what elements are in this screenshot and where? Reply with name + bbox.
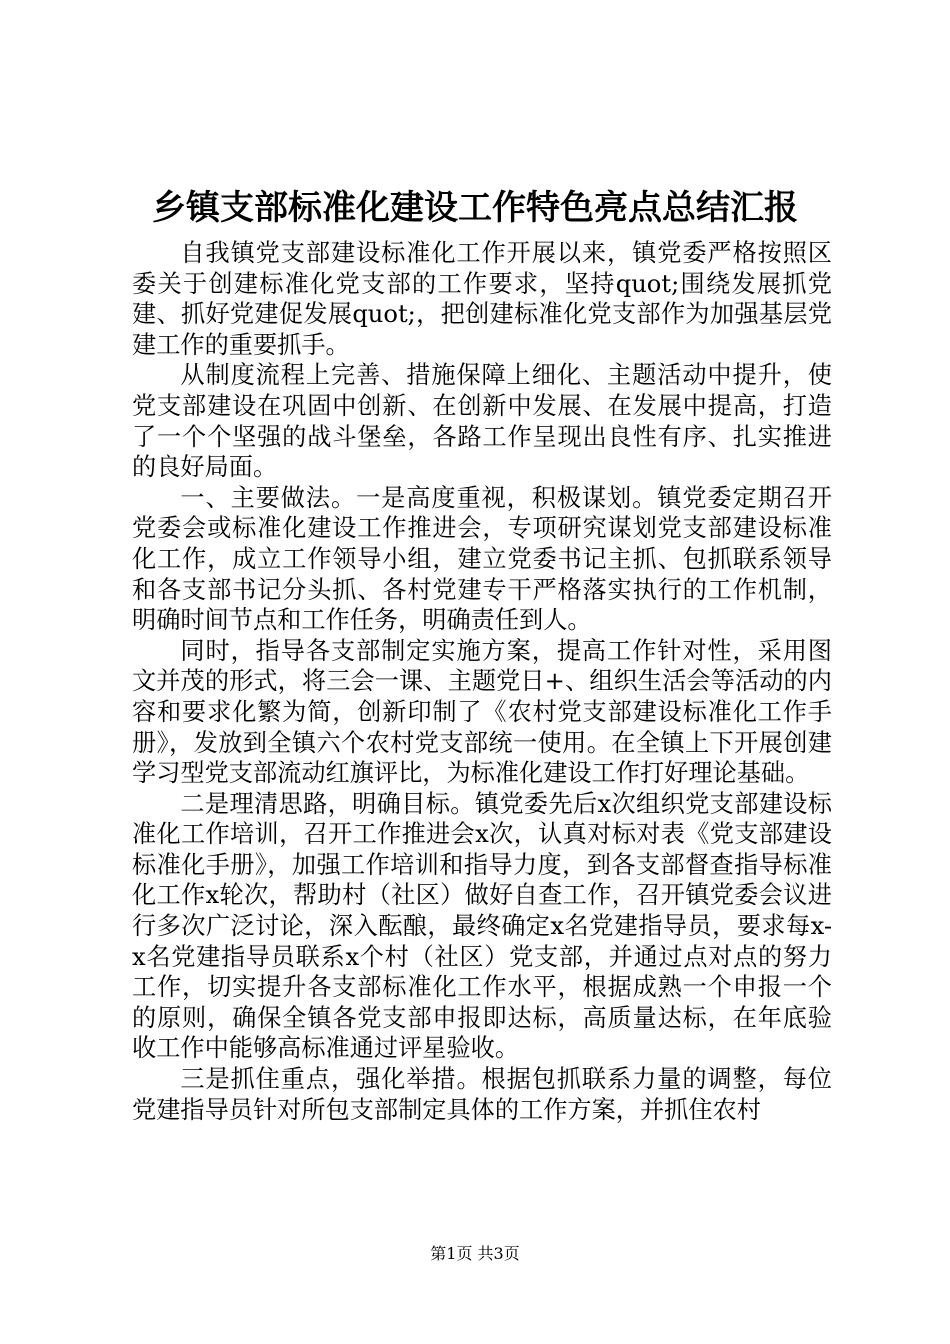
document-title: 乡镇支部标准化建设工作特色亮点总结汇报 [152, 188, 798, 228]
paragraph: 从制度流程上完善、措施保障上细化、主题活动中提升，使党支部建设在巩固中创新、在创新中发展、在发展中提高，打造了一个个坚强的战斗堡垒，各路工作呈现出良性有序、扎实推进的良好局面。 [132, 361, 832, 482]
paragraph: 自我镇党支部建设标准化工作开展以来，镇党委严格按照区委关于创建标准化党支部的工作要求，坚持quot;围绕发展抓党建、抓好党建促发展quot;，把创建标准化党支部作为加强基层党建工作的重要抓手。 [132, 239, 832, 359]
paragraph: 三是抓住重点，强化举措。根据包抓联系力量的调整，每位党建指导员针对所包支部制定具体的工作方案，并抓住农村 [132, 1065, 832, 1124]
page-footer: 第1页 共3页 [430, 1244, 520, 1263]
paragraph: 一、主要做法。一是高度重视，积极谋划。镇党委定期召开党委会或标准化建设工作推进会，专项研究谋划党支部建设标准化工作，成立工作领导小组，建立党委书记主抓、包抓联系领导和各支部书记分头抓、各村党建专干严格落实执行的工作机制，明确时间节点和工作任务，明确责任到人。 [132, 483, 832, 635]
paragraph: 同时，指导各支部制定实施方案，提高工作针对性，采用图文并茂的形式，将三会一课、主题党日+、组织生活会等活动的内容和要求化繁为简，创新印制了《农村党支部建设标准化工作手册》，发放到全镇六个农村党支部统一使用。在全镇上下开展创建学习型党支部流动红旗评比，为标准化建设工作打好理论基础。 [132, 636, 832, 788]
document-body [132, 238, 832, 1125]
paragraph: 二是理清思路，明确目标。镇党委先后x次组织党支部建设标准化工作培训，召开工作推进会x次，认真对标对表《党支部建设标准化手册》，加强工作培训和指导力度，到各支部督查指导标准化工作x轮次，帮助村（社区）做好自查工作，召开镇党委会议进行多次广泛讨论，深入酝酿，最终确定x名党建指导员，要求每x-x名党建指导员联系x个村（社区）党支部，并通过点对点的努力工作，切实提升各支部标准化工作水平，根据成熟一个申报一个的原则，确保全镇各党支部申报即达标，高质量达标，在年底验收工作中能够高标准通过评星验收。 [132, 789, 832, 1063]
